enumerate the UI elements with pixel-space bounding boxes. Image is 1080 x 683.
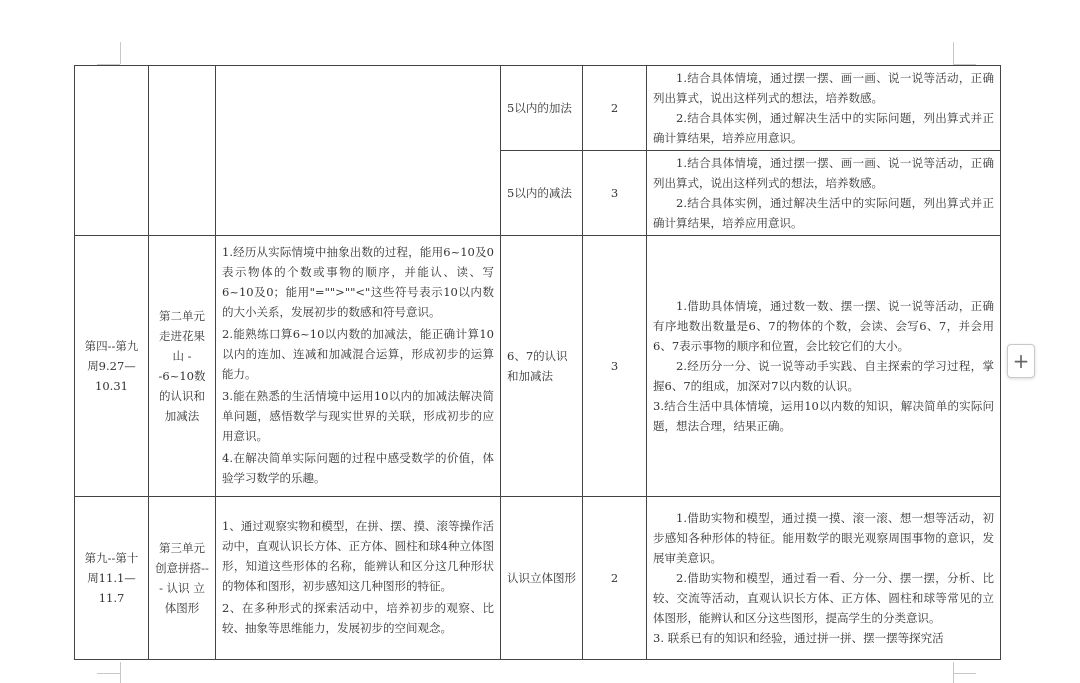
lesson-name-cell: 5以内的减法 [501, 151, 583, 236]
objective-item: 3.结合生活中具体情境，运用10以内数的知识，解决简单的实际问题，想法合理，结果正确。 [653, 399, 994, 433]
objective-item: 3. 联系已有的知识和经验，通过拼一拼、摆一摆等探究活 [653, 631, 944, 645]
objective-item: 1.结合具体情境，通过摆一摆、画一画、说一说等活动，正确列出算式，说出这样列式的想法，培养数感。 [653, 156, 994, 190]
lesson-name-cell: 认识立体图形 [501, 497, 583, 660]
objective-item: 1.借助具体情境，通过数一数、摆一摆、说一说等活动，正确有序地数出数量是6、7的物体的个数，会读、会写6、7，并会用6、7表示事物的顺序和位置，会比较它们的大小。 [653, 299, 994, 353]
page-corner-mark [97, 673, 120, 674]
unit-cell [149, 66, 216, 236]
unit-cell: 第三单元创意拼搭--- 认识 立体图形 [149, 497, 216, 660]
objective-item: 1.借助实物和模型，通过摸一摸、滚一滚、想一想等活动，初步感知各种形体的特征。能用数学的眼光观察周围事物的意识，发展审美意识。 [653, 511, 994, 565]
objective-item: 1.结合具体情境，通过摆一摆、画一画、说一说等活动，正确列出算式，说出这样列式的想法，培养数感。 [653, 71, 994, 105]
lesson-name-cell: 6、7的认识和加减法 [501, 236, 583, 497]
unit-goals-cell [216, 66, 501, 236]
lesson-objectives-cell [647, 151, 1001, 236]
page-corner-mark [953, 673, 976, 674]
table-row [75, 66, 1001, 151]
lesson-objectives-cell [647, 236, 1001, 497]
unit-cell: 第二单元走进花果山 --6~10数的认识和加减法 [149, 236, 216, 497]
unit-goals-cell [216, 497, 501, 660]
page-corner-mark [120, 42, 121, 64]
objective-item: 2.经历分一分、说一说等动手实践、自主探索的学习过程，掌握6、7的组成，加深对7以内数的认识。 [653, 359, 994, 393]
unit-goals-cell [216, 236, 501, 497]
lesson-hours-cell: 2 [583, 66, 647, 151]
lesson-name-cell: 5以内的加法 [501, 66, 583, 151]
goal-item: 4.在解决简单实际问题的过程中感受数学的价值，体验学习数学的乐趣。 [222, 451, 494, 485]
table-row [75, 497, 1001, 660]
lesson-hours-cell: 3 [583, 236, 647, 497]
page-corner-mark [953, 42, 954, 64]
objective-item: 2.借助实物和模型，通过看一看、分一分、摆一摆，分析、比较、交流等活动，直观认识长方体、正方体、圆柱和球等常见的立体图形，能辨认和区分这些图形，提高学生的分类意识。 [653, 571, 994, 625]
goal-item: 2.能熟练口算6~10以内数的加减法，能正确计算10以内的连加、连减和加减混合运算，形成初步的运算能力。 [222, 327, 494, 381]
add-button[interactable]: + [1007, 344, 1035, 378]
page-corner-mark [120, 662, 121, 683]
lesson-hours-cell: 2 [583, 497, 647, 660]
lesson-objectives-cell [647, 66, 1001, 151]
teaching-plan-table [74, 65, 1001, 660]
lesson-objectives-cell [647, 497, 1001, 660]
objective-item: 2.结合具体实例，通过解决生活中的实际问题，列出算式并正确计算结果，培养应用意识。 [653, 111, 994, 145]
lesson-hours-cell: 3 [583, 151, 647, 236]
goal-item: 1.经历从实际情境中抽象出数的过程，能用6~10及0表示物体的个数或事物的顺序，并能认、读、写6~10及0；能用"="">""<"这些符号表示10以内数的大小关系，发展初步的数感和符号意识。 [222, 245, 494, 319]
goal-item: 2、在多种形式的探索活动中，培养初步的观察、比较、抽象等思维能力，发展初步的空间观念。 [222, 601, 494, 635]
table-row [75, 236, 1001, 497]
goal-item: 1、通过观察实物和模型，在拼、摆、摸、滚等操作活动中，直观认识长方体、正方体、圆柱和球4种立体图形，知道这些形体的名称，能辨认和区分这几种形状的物体和图形，初步感知这几种图形的特征。 [222, 519, 494, 593]
week-cell: 第九--第十周11.1—11.7 [75, 497, 149, 660]
week-cell: 第四--第九周9.27—10.31 [75, 236, 149, 497]
objective-item: 2.结合具体实例，通过解决生活中的实际问题，列出算式并正确计算结果，培养应用意识。 [653, 196, 994, 230]
goal-item: 3.能在熟悉的生活情境中运用10以内的加减法解决简单问题，感悟数学与现实世界的关联，形成初步的应用意识。 [222, 389, 494, 443]
week-cell [75, 66, 149, 236]
